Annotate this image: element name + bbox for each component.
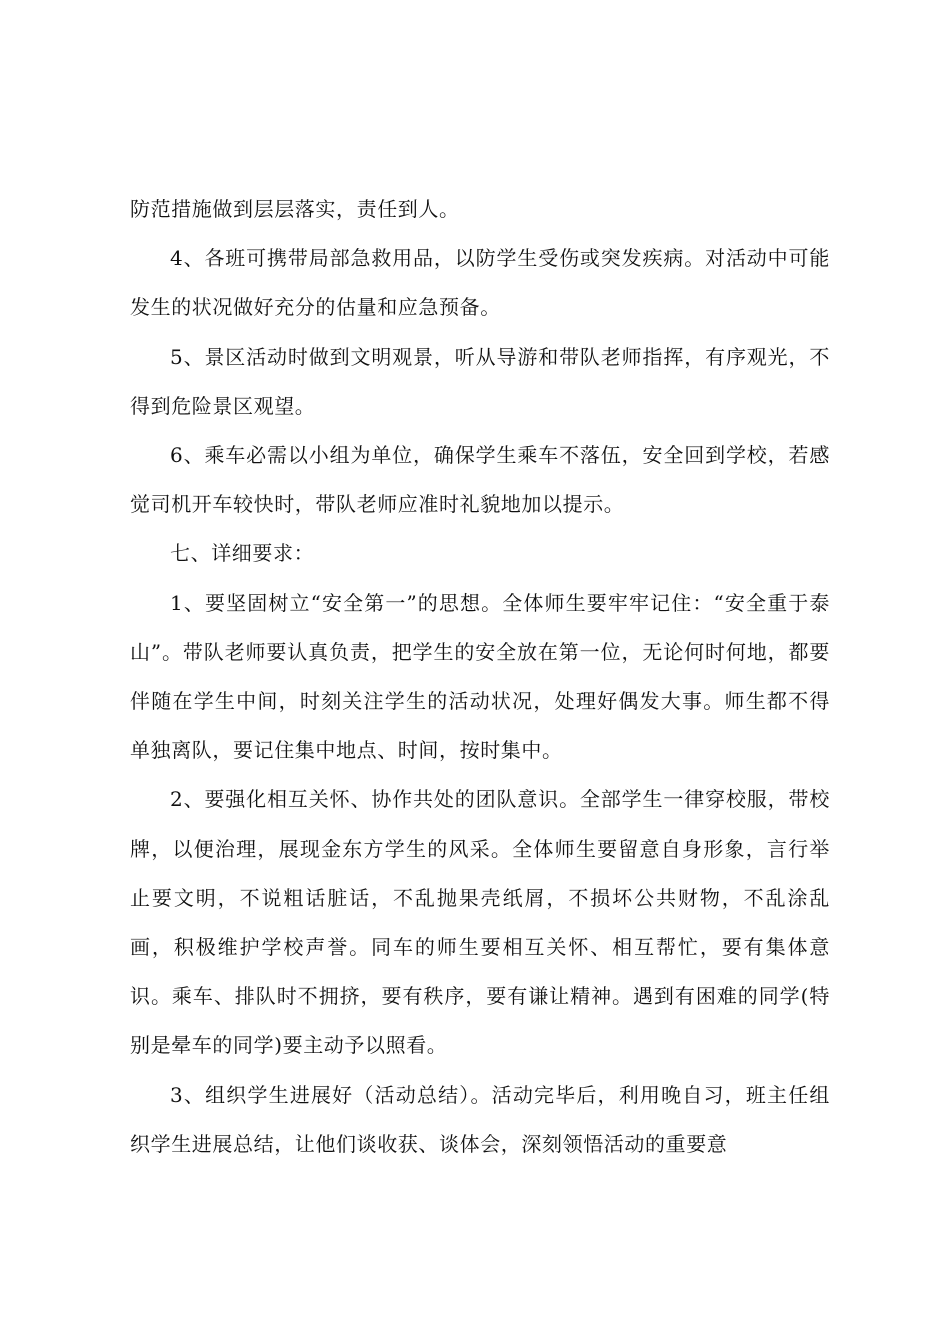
paragraph-item-4: 4、各班可携带局部急救用品，以防学生受伤或突发疾病。对活动中可能发生的状况做好充分的估量和应急预备。 [130, 246, 830, 320]
paragraph-requirement-3: 3、组织学生进展好（活动总结）。活动完毕后，利用晚自习，班主任组织学生进展总结，让他们谈收获、谈体会，深刻领悟活动的重要意 [130, 1082, 830, 1156]
paragraph-item-5: 5、景区活动时做到文明观景，听从导游和带队老师指挥，有序观光，不得到危险景区观望。 [130, 344, 830, 418]
document-body [130, 185, 830, 1169]
paragraph-item-6: 6、乘车必需以小组为单位，确保学生乘车不落伍，安全回到学校，若感觉司机开车较快时，带队老师应准时礼貌地加以提示。 [130, 443, 830, 517]
paragraph-requirement-2: 2、要强化相互关怀、协作共处的团队意识。全部学生一律穿校服，带校牌，以便治理，展现金东方学生的风采。全体师生要留意自身形象，言行举止要文明，不说粗话脏话，不乱抛果壳纸屑，不损坏公共财物，不乱涂乱画，积极维护学校声誉。同车的师生要相互关怀、相互帮忙，要有集体意识。乘车、排队时不拥挤，要有秩序，要有谦让精神。遇到有困难的同学(特别是晕车的同学)要主动予以照看。 [130, 787, 830, 1058]
paragraph-requirement-1: 1、要坚固树立“安全第一”的思想。全体师生要牢牢记住：“安全重于泰山”。带队老师要认真负责，把学生的安全放在第一位，无论何时何地，都要伴随在学生中间，时刻关注学生的活动状况，处理好偶发大事。师生都不得单独离队，要记住集中地点、时间，按时集中。 [130, 590, 830, 763]
paragraph-continuation: 防范措施做到层层落实，责任到人。 [130, 197, 460, 221]
section-heading: 七、详细要求： [170, 541, 315, 566]
